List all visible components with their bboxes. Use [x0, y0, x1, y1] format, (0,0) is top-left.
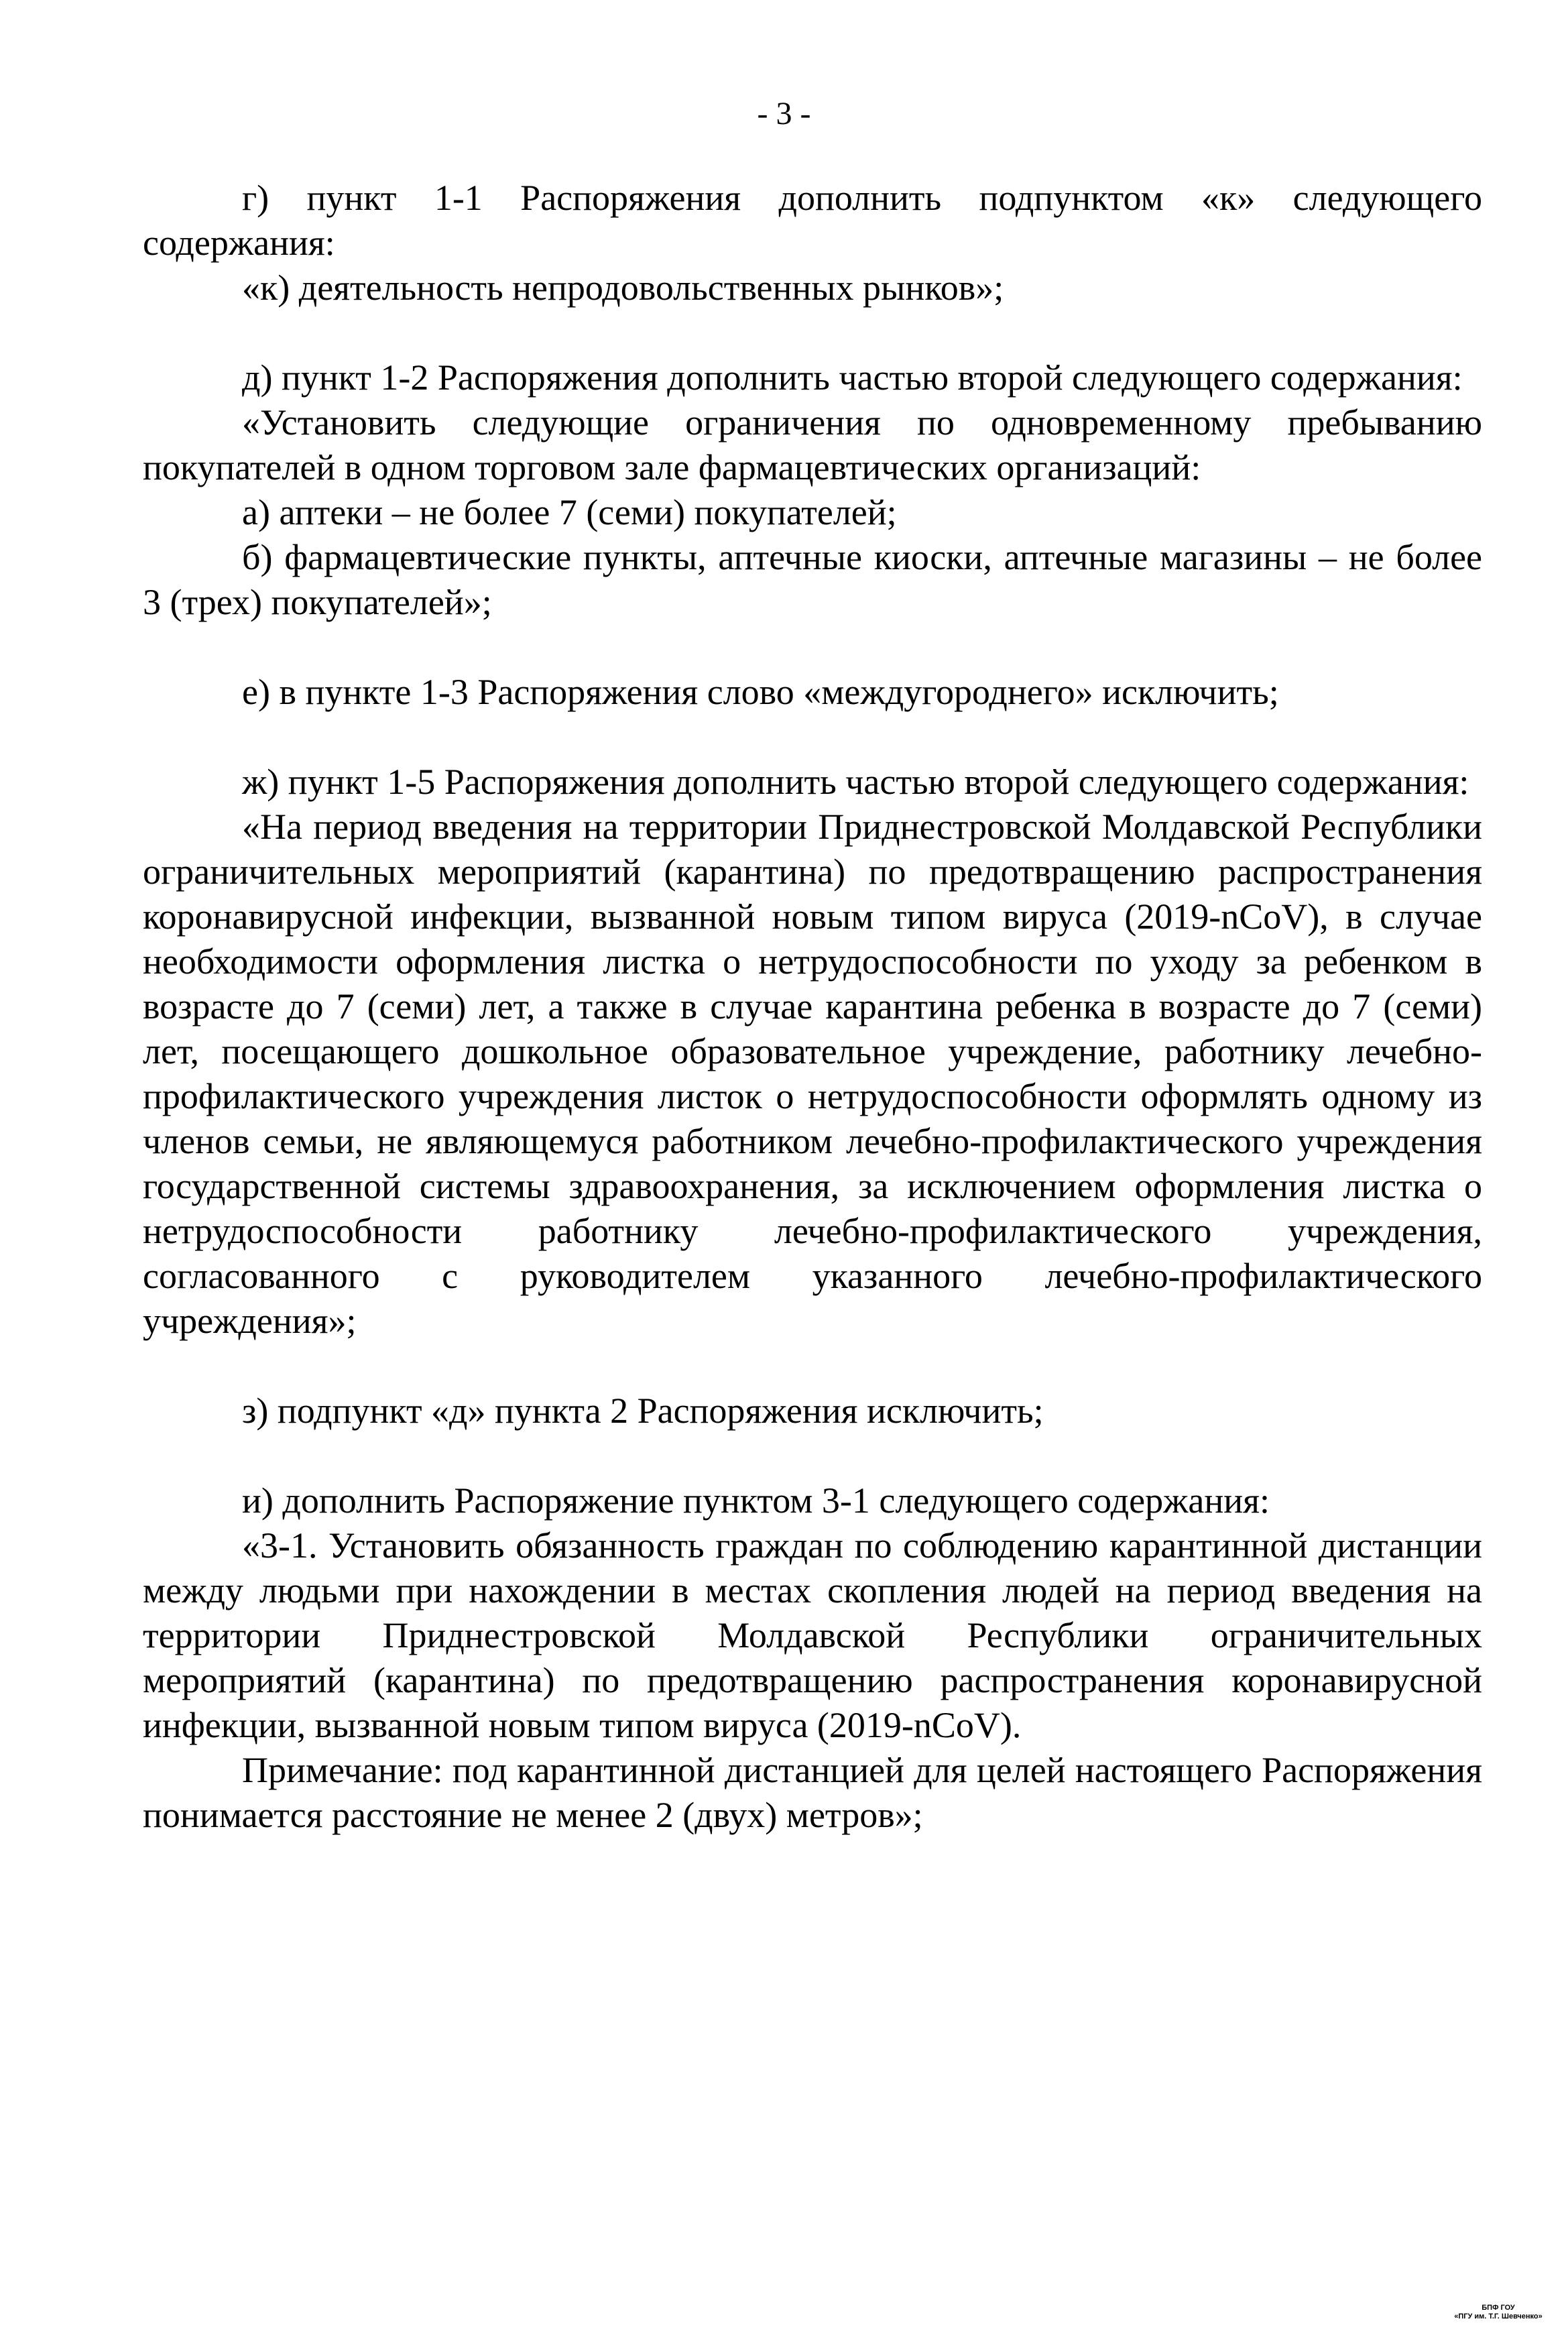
paragraph-spacer — [143, 1344, 1482, 1389]
paragraph-spacer — [143, 715, 1482, 760]
page-number: - 3 - — [757, 96, 811, 131]
paragraph-spacer — [143, 625, 1482, 670]
paragraph-g-quote: «к) деятельность непродовольственных рынков»; — [242, 268, 1004, 308]
stamp-line-2: «ПГУ им. Т.Г. Шевченко» — [1454, 2312, 1543, 2320]
paragraph-d-item-b: б) фармацевтические пункты, аптечные киоски, аптечные магазины – не более 3 (трех) покупателей»; — [143, 537, 1482, 622]
stamp-line-1: БПФ ГОУ — [1482, 2304, 1515, 2312]
library-stamp — [1435, 2304, 1562, 2321]
paragraph-d-item-a: а) аптеки – не более 7 (семи) покупателей; — [242, 492, 897, 532]
paragraph-zh: ж) пункт 1-5 Распоряжения дополнить частью второй следующего содержания: — [242, 762, 1469, 802]
paragraph-e: е) в пункте 1-3 Распоряжения слово «междугороднего» исключить; — [242, 672, 1279, 712]
paragraph-i: и) дополнить Распоряжение пунктом 3-1 следующего содержания: — [242, 1480, 1270, 1521]
paragraph-g: г) пункт 1-1 Распоряжения дополнить подпунктом «к» следующего содержания: — [143, 178, 1482, 263]
paragraph-z: з) подпункт «д» пункта 2 Распоряжения исключить; — [242, 1391, 1044, 1431]
paragraph-i-quote: «3-1. Установить обязанность граждан по соблюдению карантинной дистанции между людьми при нахождении в местах скопления людей на период введения на территории Приднестровской Молдавской Республики ограничительных мероприятий (карантина) по предотвращению распространения коронавирусной инфекции, вызванной новым типом вируса (2019-nCoV). — [143, 1525, 1482, 1745]
paragraph-d: д) пункт 1-2 Распоряжения дополнить частью второй следующего содержания: — [242, 357, 1463, 398]
document-body — [143, 176, 1482, 1838]
paragraph-spacer — [143, 1433, 1482, 1478]
paragraph-zh-quote: «На период введения на территории Приднестровской Молдавской Республики ограничительных мероприятий (карантина) по предотвращению распространения коронавирусной инфекции, вызванной новым типом вируса (2019-nCoV), в случае необходимости оформления листка о нетрудоспособности по уходу за ребенком в возрасте до 7 (семи) лет, а также в случае карантина ребенка в возрасте до 7 (семи) лет, посещающего дошкольное образовательное учреждение, работнику лечебно-профилактического учреждения листок о нетрудоспособности оформлять одному из членов семьи, не являющемуся работником лечебно-профилактического учреждения государственной системы здравоохранения, за исключением оформления листка о нетрудоспособности работнику лечебно-профилактического учреждения, согласованного с руководителем указанного лечебно-профилактического учреждения»; — [143, 807, 1482, 1341]
paragraph-d-quote: «Установить следующие ограничения по одновременному пребыванию покупателей в одном торговом зале фармацевтических организаций: — [143, 402, 1482, 487]
paragraph-i-note: Примечание: под карантинной дистанцией для целей настоящего Распоряжения понимается расстояние не менее 2 (двух) метров»; — [143, 1750, 1482, 1835]
paragraph-spacer — [143, 310, 1482, 355]
